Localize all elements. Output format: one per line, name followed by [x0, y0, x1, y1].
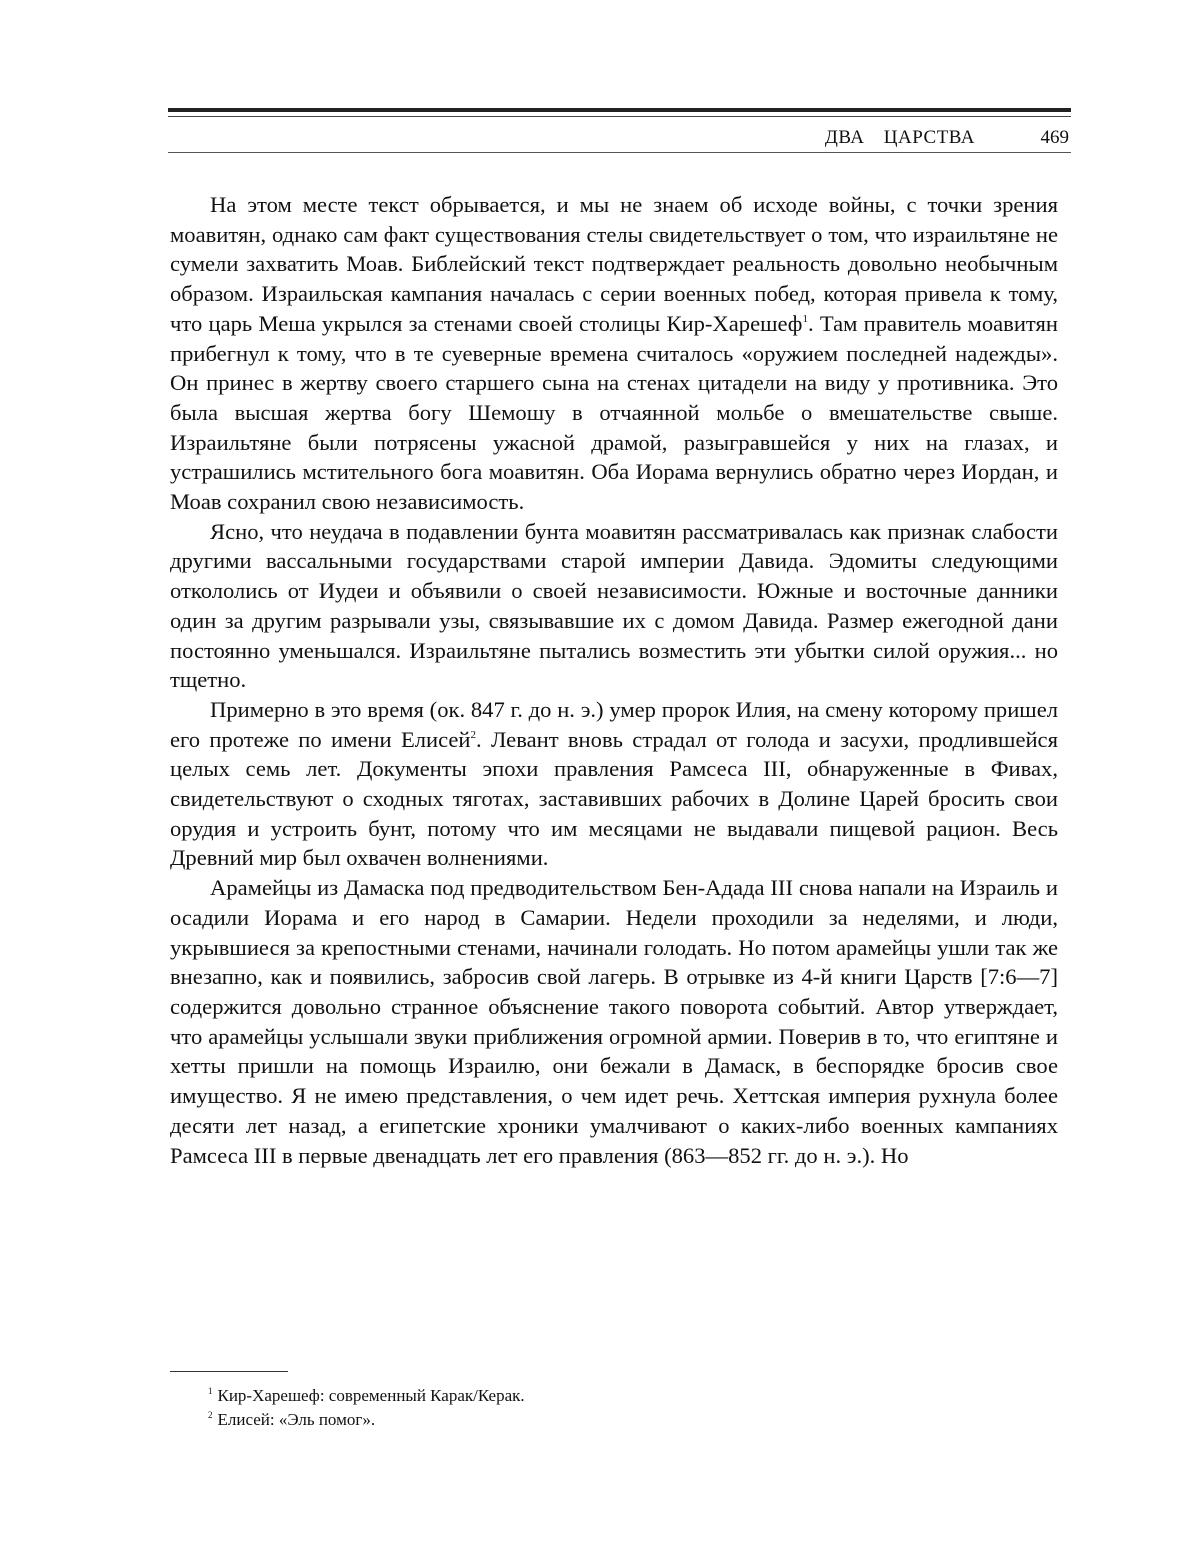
paragraph-text: Примерно в это время (ок. 847 г. до н. э.) умер пророк Илия, на смену которому пришел его протеже по имени Елисей	[170, 697, 1058, 752]
main-text	[170, 190, 1058, 1170]
running-title: ДВА ЦАРСТВА	[825, 127, 975, 149]
footnotes	[208, 1384, 1008, 1432]
footnote-number: 1	[208, 1386, 213, 1396]
footnote-text: Елисей: «Эль помог».	[218, 1410, 376, 1429]
paragraph-3	[170, 695, 1058, 873]
footnote-marker-2: 2	[471, 729, 477, 741]
book-page	[0, 0, 1200, 1556]
footnote-separator	[170, 1371, 288, 1372]
page-number: 469	[1041, 127, 1070, 149]
paragraph-text: . Там правитель моавитян прибегнул к тому, что в те суеверные времена считалось «оружием последней надежды». Он принес в жертву своего старшего сына на стенах цитадели на виду у противника. Это была высшая жертва богу Шемошу в отчаянной мольбе о вмешательстве свыше. Израильтяне были потрясены ужасной драмой, разыгравшейся у них на глазах, и устрашились мстительного бога моавитян. Оба Иорама вернулись обратно через Иордан, и Моав сохранил свою независимость.	[170, 311, 1058, 514]
footnote-1	[208, 1384, 1008, 1408]
footnote-number: 2	[208, 1410, 213, 1420]
footnote-marker-1: 1	[802, 313, 808, 325]
paragraph-text: . Левант вновь страдал от голода и засухи, продлившейся целых семь лет. Документы эпохи правления Рамсеса III, обнаруженные в Фивах, свидетельствуют о сходных тяготах, заставивших рабочих в Долине Царей бросить свои орудия и устроить бунт, потому что им месяцами не выдавали пищевой рацион. Весь Древний мир был охвачен волнениями.	[170, 727, 1058, 871]
header-rule-thick	[168, 108, 1071, 112]
paragraph-text: На этом месте текст обрывается, и мы не знаем об исходе войны, с точки зрения моавитян, однако сам факт существования стелы свидетельствует о том, что израильтяне не сумели захватить Моав. Библейский текст подтверждает реальность довольно необычным образом. Израильская кампания началась с серии военных побед, которая привела к тому, что царь Меша укрылся за стенами своей столицы Кир-Харешеф	[170, 192, 1058, 336]
header-underline	[168, 152, 1071, 153]
footnote-text: Кир-Харешеф: современный Карак/Керак.	[218, 1386, 525, 1405]
paragraph-4: Арамейцы из Дамаска под предводительством Бен-Адада III снова напали на Израиль и осадили Иорама и его народ в Самарии. Недели проходили за неделями, и люди, укрывшиеся за крепостными стенами, начинали голодать. Но потом арамейцы ушли так же внезапно, как и появились, забросив свой лагерь. В отрывке из 4-й книги Царств [7:6—7] содержится довольно странное объяснение такого поворота событий. Автор утверждает, что арамейцы услышали звуки приближения огромной армии. Поверив в то, что египтяне и хетты пришли на помощь Израилю, они бежали в Дамаск, в беспорядке бросив свое имущество. Я не имею представления, о чем идет речь. Хеттская империя рухнула более десяти лет назад, а египетские хроники умалчивают о каких-либо военных кампаниях Рамсеса III в первые двенадцать лет его правления (863—852 гг. до н. э.). Но	[170, 873, 1058, 1170]
paragraph-2: Ясно, что неудача в подавлении бунта моавитян рассматривалась как признак слабости другими вассальными государствами старой империи Давида. Эдомиты следующими откололись от Иудеи и объявили о своей независимости. Южные и восточные данники один за другим разрывали узы, связывавшие их с домом Давида. Размер ежегодной дани постоянно уменьшался. Израильтяне пытались возместить эти убытки силой оружия... но тщетно.	[170, 517, 1058, 695]
footnote-2	[208, 1408, 1008, 1432]
running-header	[168, 127, 1071, 153]
paragraph-1	[170, 190, 1058, 517]
header-rule-thin	[168, 116, 1071, 117]
